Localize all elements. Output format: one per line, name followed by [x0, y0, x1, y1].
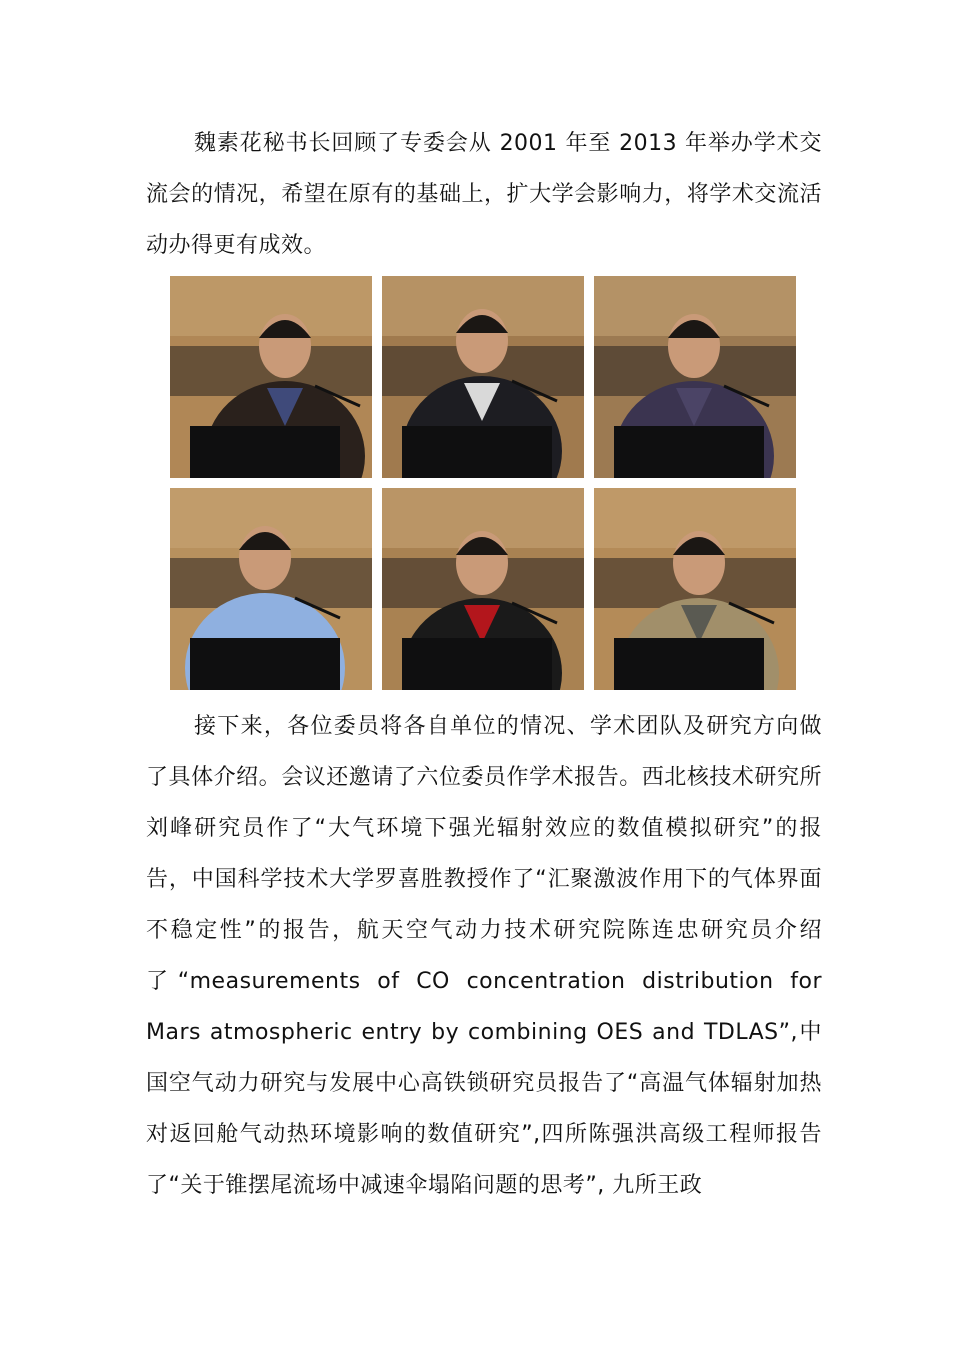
meeting-photo-3	[594, 276, 796, 478]
paragraph-member-reports: 接下来，各位委员将各自单位的情况、学术团队及研究方向做了具体介绍。会议还邀请了六位委员作学术报告。西北核技术研究所刘峰研究员作了“大气环境下强光辐射效应的数值模拟研究”的报告，中国科学技术大学罗喜胜教授作了“汇聚激波作用下的气体界面不稳定性”的报告，航天空气动力技术研究院陈连忠研究员介绍了“measurements of CO concentration distribution for Mars atmospheric entry by combining OES and TDLAS”,中国空气动力研究与发展中心高铁锁研究员报告了“高温气体辐射加热对返回舱气动热环境影响的数值研究”,四所陈强洪高级工程师报告了“关于锥摆尾流场中减速伞塌陷问题的思考”, 九所王政	[146, 714, 822, 1198]
meeting-photo-grid	[170, 276, 796, 690]
meeting-photo-1	[170, 276, 372, 478]
meeting-photo-4	[170, 488, 372, 690]
paragraph-secretary-review: 魏素花秘书长回顾了专委会从 2001 年至 2013 年举办学术交流会的情况，希望在原有的基础上，扩大学会影响力，将学术交流活动办得更有成效。	[146, 131, 822, 258]
meeting-photo-2	[382, 276, 584, 478]
meeting-photo-5	[382, 488, 584, 690]
meeting-photo-6	[594, 488, 796, 690]
